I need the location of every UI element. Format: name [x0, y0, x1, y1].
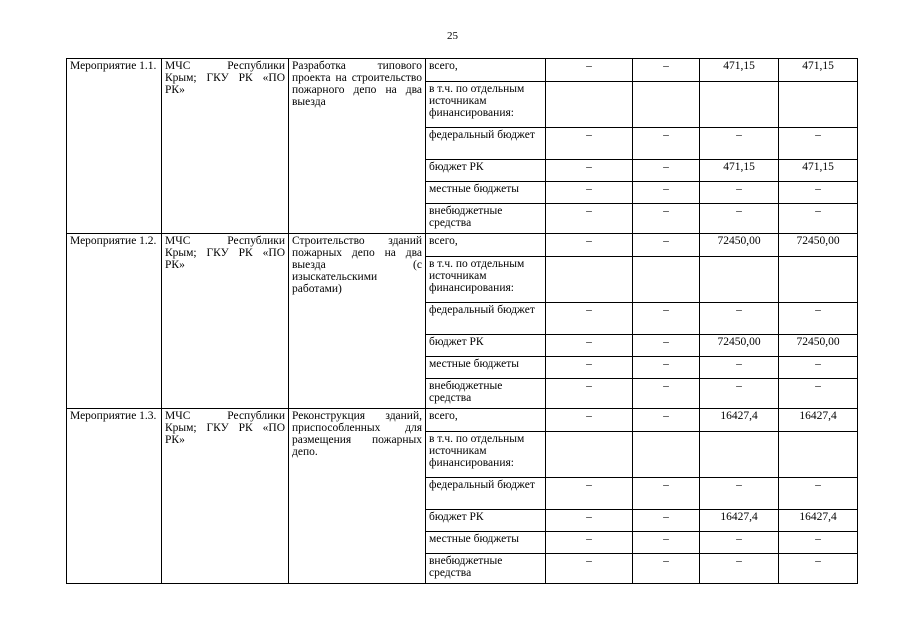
- value-cell-4: 72450,00: [779, 234, 858, 257]
- value-cell-4: [779, 432, 858, 478]
- value-cell-3: –: [700, 303, 779, 335]
- value-cell-1: –: [546, 335, 633, 357]
- table-row: [67, 234, 858, 257]
- value-cell-4: [779, 82, 858, 128]
- value-cell-4: 471,15: [779, 59, 858, 82]
- value-cell-3: 72450,00: [700, 234, 779, 257]
- value-cell-1: –: [546, 532, 633, 554]
- executor-cell: МЧС Республики Крым; ГКУ РК «ПО РК»: [162, 59, 289, 234]
- event-cell: Мероприятие 1.3.: [67, 409, 162, 584]
- value-cell-1: –: [546, 409, 633, 432]
- source-cell: внебюджетные средства: [426, 379, 546, 409]
- value-cell-4: –: [779, 128, 858, 160]
- event-cell: Мероприятие 1.1.: [67, 59, 162, 234]
- value-cell-3: –: [700, 357, 779, 379]
- value-cell-4: –: [779, 182, 858, 204]
- value-cell-3: –: [700, 128, 779, 160]
- value-cell-1: –: [546, 204, 633, 234]
- source-cell: всего,: [426, 409, 546, 432]
- value-cell-1: –: [546, 379, 633, 409]
- event-name-cell: Разработка типового проекта на строительство пожарного депо на два выезда: [289, 59, 426, 234]
- value-cell-4: [779, 257, 858, 303]
- value-cell-1: [546, 257, 633, 303]
- source-cell: всего,: [426, 234, 546, 257]
- executor-cell: МЧС Республики Крым; ГКУ РК «ПО РК»: [162, 409, 289, 584]
- value-cell-4: –: [779, 379, 858, 409]
- value-cell-4: –: [779, 554, 858, 584]
- value-cell-3: –: [700, 182, 779, 204]
- value-cell-2: –: [633, 128, 700, 160]
- value-cell-3: –: [700, 532, 779, 554]
- value-cell-4: 16427,4: [779, 510, 858, 532]
- value-cell-3: 16427,4: [700, 510, 779, 532]
- value-cell-1: –: [546, 182, 633, 204]
- source-cell: федеральный бюджет: [426, 478, 546, 510]
- value-cell-3: [700, 432, 779, 478]
- source-cell: местные бюджеты: [426, 357, 546, 379]
- value-cell-2: –: [633, 234, 700, 257]
- value-cell-2: –: [633, 59, 700, 82]
- value-cell-2: –: [633, 532, 700, 554]
- value-cell-1: –: [546, 128, 633, 160]
- value-cell-2: –: [633, 409, 700, 432]
- executor-cell: МЧС Республики Крым; ГКУ РК «ПО РК»: [162, 234, 289, 409]
- table-row: [67, 59, 858, 82]
- source-cell: федеральный бюджет: [426, 128, 546, 160]
- value-cell-2: –: [633, 335, 700, 357]
- value-cell-2: –: [633, 379, 700, 409]
- financing-table: [66, 58, 858, 584]
- value-cell-4: –: [779, 204, 858, 234]
- value-cell-3: 16427,4: [700, 409, 779, 432]
- value-cell-2: –: [633, 182, 700, 204]
- source-cell: федеральный бюджет: [426, 303, 546, 335]
- source-cell: местные бюджеты: [426, 182, 546, 204]
- source-cell: местные бюджеты: [426, 532, 546, 554]
- value-cell-4: –: [779, 532, 858, 554]
- value-cell-4: –: [779, 478, 858, 510]
- source-cell: внебюджетные средства: [426, 204, 546, 234]
- source-cell: бюджет РК: [426, 510, 546, 532]
- value-cell-2: [633, 432, 700, 478]
- value-cell-4: 72450,00: [779, 335, 858, 357]
- value-cell-3: 471,15: [700, 160, 779, 182]
- source-cell: бюджет РК: [426, 160, 546, 182]
- value-cell-1: [546, 82, 633, 128]
- value-cell-1: –: [546, 59, 633, 82]
- value-cell-1: –: [546, 234, 633, 257]
- value-cell-1: –: [546, 554, 633, 584]
- event-name-cell: Реконструкция зданий, приспособленных для размещения пожарных депо.: [289, 409, 426, 584]
- value-cell-2: –: [633, 478, 700, 510]
- value-cell-4: –: [779, 303, 858, 335]
- value-cell-2: –: [633, 510, 700, 532]
- value-cell-4: 16427,4: [779, 409, 858, 432]
- page-number: 25: [447, 30, 458, 42]
- value-cell-1: [546, 432, 633, 478]
- table-row: [67, 409, 858, 432]
- value-cell-4: –: [779, 357, 858, 379]
- event-name-cell: Строительство зданий пожарных депо на два выезда (с изыскательскими работами): [289, 234, 426, 409]
- value-cell-1: –: [546, 478, 633, 510]
- value-cell-3: 471,15: [700, 59, 779, 82]
- source-cell: всего,: [426, 59, 546, 82]
- value-cell-2: –: [633, 357, 700, 379]
- value-cell-2: –: [633, 303, 700, 335]
- value-cell-1: –: [546, 357, 633, 379]
- value-cell-2: –: [633, 554, 700, 584]
- source-cell: в т.ч. по отдельным источникам финансирования:: [426, 432, 546, 478]
- value-cell-2: [633, 257, 700, 303]
- value-cell-2: [633, 82, 700, 128]
- value-cell-3: –: [700, 379, 779, 409]
- value-cell-3: –: [700, 554, 779, 584]
- value-cell-3: [700, 82, 779, 128]
- value-cell-3: [700, 257, 779, 303]
- source-cell: внебюджетные средства: [426, 554, 546, 584]
- source-cell: в т.ч. по отдельным источникам финансирования:: [426, 257, 546, 303]
- value-cell-3: –: [700, 478, 779, 510]
- source-cell: бюджет РК: [426, 335, 546, 357]
- value-cell-1: –: [546, 510, 633, 532]
- value-cell-3: 72450,00: [700, 335, 779, 357]
- value-cell-3: –: [700, 204, 779, 234]
- value-cell-1: –: [546, 160, 633, 182]
- value-cell-2: –: [633, 204, 700, 234]
- value-cell-1: –: [546, 303, 633, 335]
- value-cell-2: –: [633, 160, 700, 182]
- source-cell: в т.ч. по отдельным источникам финансирования:: [426, 82, 546, 128]
- value-cell-4: 471,15: [779, 160, 858, 182]
- event-cell: Мероприятие 1.2.: [67, 234, 162, 409]
